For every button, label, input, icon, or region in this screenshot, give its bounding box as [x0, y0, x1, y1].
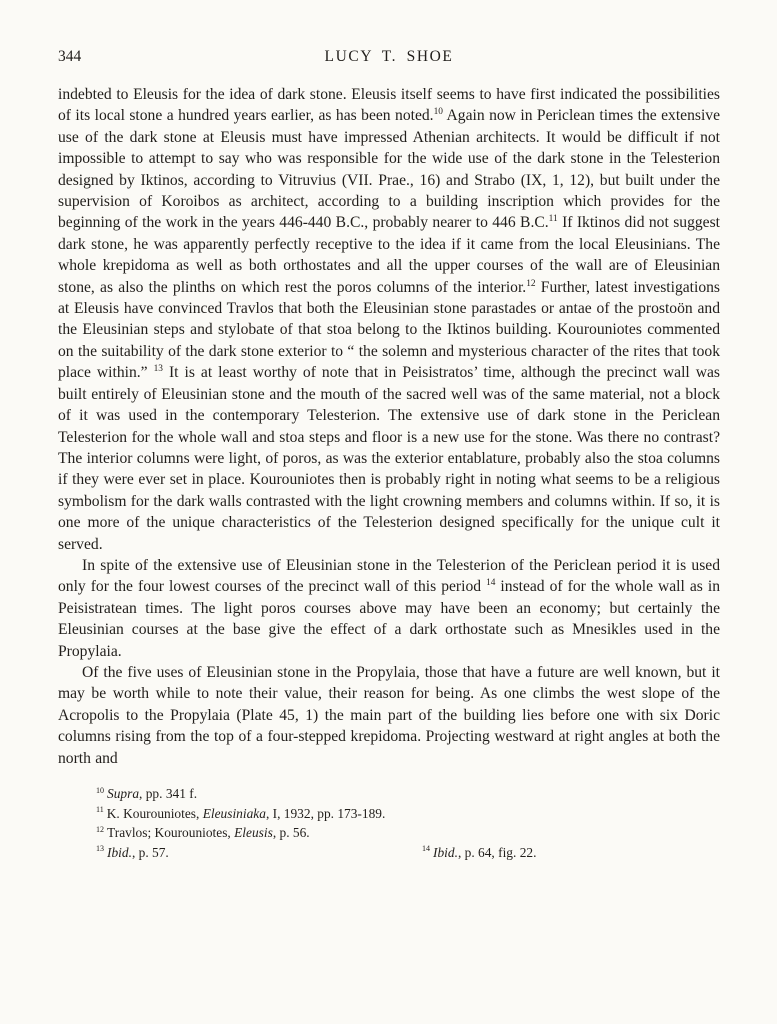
page-number: 344 [58, 48, 82, 65]
footnote-text: , p. 57. [131, 844, 169, 860]
footnote-marker: 11 [96, 805, 104, 815]
footnote-13 [96, 843, 422, 863]
footnote-italic: Supra [107, 786, 140, 801]
footnote-12 [96, 823, 720, 843]
footnote-marker: 12 [526, 278, 536, 289]
footnote-11 [96, 804, 720, 824]
footnote-10 [96, 784, 720, 804]
footnote-text: Travlos; Kourouniotes, [107, 825, 235, 840]
footnote-text: , I, 1932, pp. 173-189. [265, 805, 386, 821]
footnote-marker: 11 [548, 214, 558, 225]
footnote-italic: Eleusis [234, 825, 273, 840]
footnote-italic: Eleusiniaka [202, 805, 266, 821]
paragraph-2: In spite of the extensive use of Eleusinian stone in the Telesterion of the Periclean period it is used only for the four lowest courses of the precinct wall of this period $^{14}$ instead of for the whole wall as in Peisistratean times. The light poros courses above may have been an economy; but certainly the Eleusinian courses at the base give the effect of a dark orthostate such as Mnesikles used in the Propylaia. [58, 556, 720, 660]
footnote-marker: 10 [433, 107, 443, 118]
footnotes-section [58, 784, 720, 862]
footnote-marker: 12 [96, 824, 105, 834]
footnote-text: K. Kourouniotes, [106, 805, 203, 821]
footnote-italic: Ibid. [433, 844, 458, 860]
footnote-text: , p. 64, fig. 22. [457, 844, 537, 860]
paragraph-1: indebted to Eleusis for the idea of dark stone. Eleusis itself seems to have first indicated the possibilities of its local stone a hundred years earlier, as has been noted.$^{10}$ Again now in Periclean times the extensive use of the dark stone at Eleusis must have impressed Athenian architects. It would be difficult if not impossible to attempt to say who was responsible for the wide use of the dark stone in the Telesterion designed by Iktinos, according to Vitruvius (VII. Prae., 16) and Strabo (IX, 1, 12), but built under the supervision of Koroibos as architect, according to a building inscription which provides for the beginning of the work in the years 446-440 B.C., probably nearer to 446 B.C.$^{11}$ If Iktinos did not suggest dark stone, he was apparently perfectly receptive to the idea if it came from the local Eleusinians. The whole krepidoma as well as both orthostates and all the upper courses of the wall are of Eleusinian stone, as also the plinths on which rest the poros columns of the interior.$^{12}$ Further, latest investigations at Eleusis have convinced Travlos that both the Eleusinian stone parastades or antae of the prostoön and the Eleusinian steps and stylobate of that stoa belong to the Iktinos building. Kourouniotes commented on the suitability of the dark stone exterior to “ the solemn and mysterious character of the rites that took place within.” $^{13}$ It is at least worthy of note that in Peisistratos’ time, although the precinct wall was built entirely of Eleusinian stone and the mouth of the sacred well was of the same material, not a block of it was used in the contemporary Telesterion. The extensive use of dark stone in the Periclean Telesterion for the whole wall and stoa steps and floor is a new use for the stone. Was there no contrast? The interior columns were light, of poros, as was the exterior entablature, probably also the stoa columns if they were ever set in place. Kourouniotes then is probably right in noting what seems to be a religious symbolism for the dark walls contrasted with the light crowning members and columns within. If so, it is one more of the unique characteristics of the Telesterion designed specifically for the unique cult it served. [58, 86, 720, 553]
running-header: LUCY T. SHOE [324, 48, 454, 65]
page-header [58, 48, 720, 70]
footnote-marker: 13 [153, 364, 163, 375]
footnote-marker: 10 [96, 785, 105, 795]
footnote-row [96, 843, 720, 863]
footnote-text: , p. 56. [272, 825, 310, 840]
footnote-marker: 13 [96, 844, 105, 854]
footnote-14 [422, 843, 536, 863]
footnote-italic: Ibid. [107, 844, 132, 860]
footnote-marker: 14 [486, 578, 496, 589]
footnote-marker: 14 [422, 844, 431, 854]
footnote-text: , pp. 341 f. [139, 786, 198, 801]
paragraph-3: Of the five uses of Eleusinian stone in the Propylaia, those that have a future are well known, but it may be worth while to note their value, their reason for being. As one climbs the west slope of the Acropolis to the Propylaia (Plate 45, 1) the main part of the building lies before one with six Doric columns rising from the top of a four-stepped krepidoma. Projecting westward at right angles at both the north and [58, 663, 720, 767]
article-body [58, 84, 720, 769]
